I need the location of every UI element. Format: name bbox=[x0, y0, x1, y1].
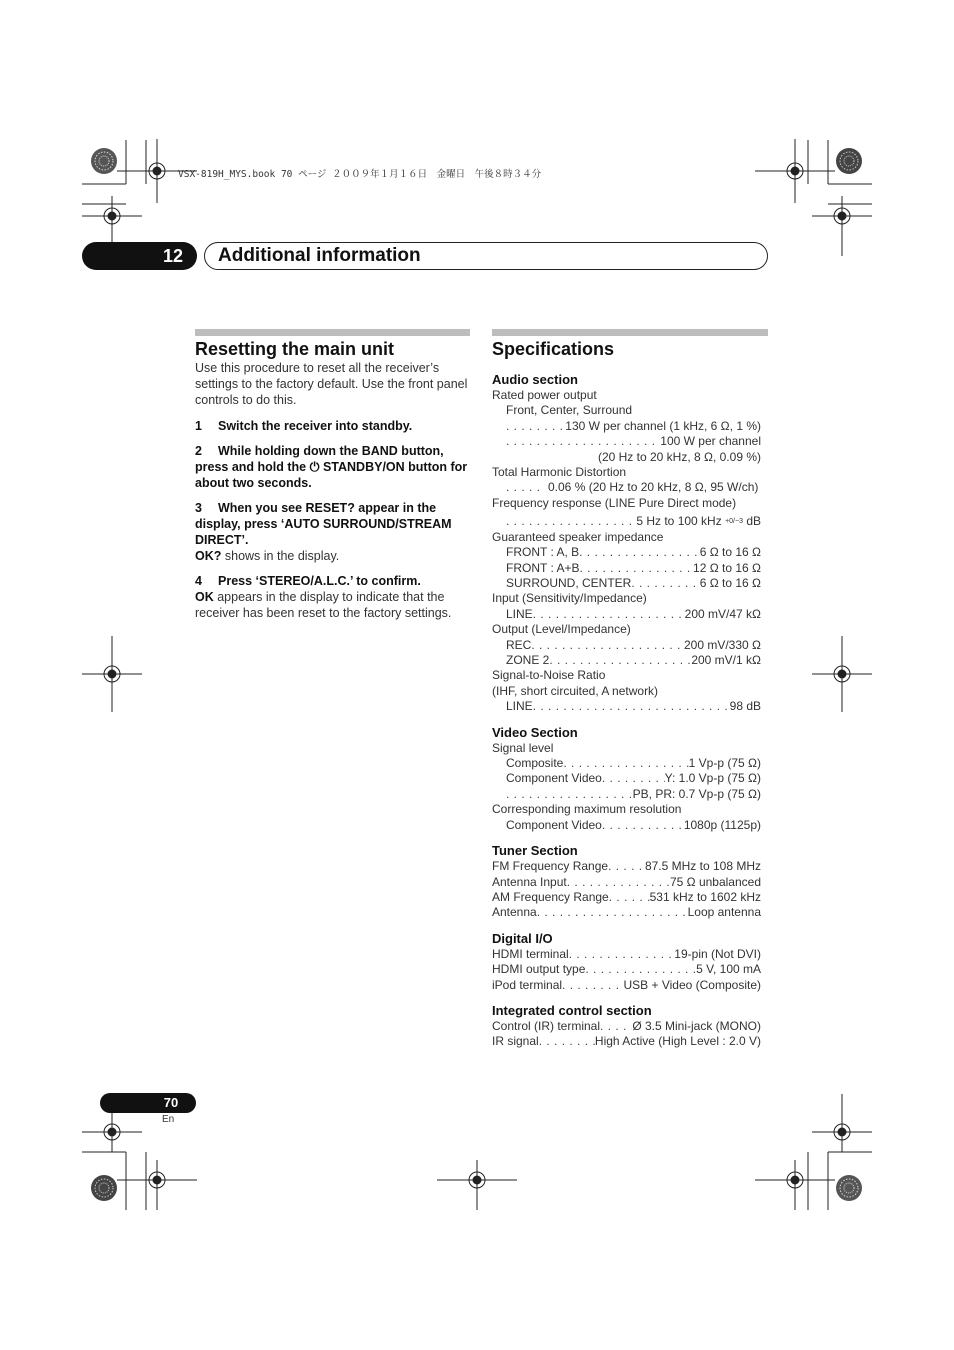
spec-label: Frequency response (LINE Pure Direct mode) bbox=[492, 495, 737, 510]
spec-value: (20 Hz to 20 kHz, 8 Ω, 0.09 %) bbox=[597, 449, 761, 464]
reset-intro: Use this procedure to reset all the receiver’s settings to the factory default. Use the front panel controls to do this. bbox=[195, 361, 468, 407]
digital-heading: Digital I/O bbox=[492, 930, 553, 946]
spec-row: AM Frequency Range . . . 531 kHz to 1602 kHz bbox=[492, 890, 761, 905]
spec-row: FM Frequency Range . . . 87.5 MHz to 108 MHz bbox=[492, 859, 761, 874]
audio-heading: Audio section bbox=[492, 372, 578, 387]
reset-step-4: 4 Press ‘STEREO/A.L.C.’ to confirm. bbox=[195, 574, 421, 588]
page-number: 70 bbox=[163, 1095, 179, 1110]
chapter-number: 12 bbox=[162, 246, 184, 266]
reset-heading: Resetting the main unit bbox=[195, 339, 395, 359]
reset-step-2: 2 While holding down the BAND button, press and hold the ⏻ STANDBY/ON button for about two seconds. bbox=[195, 444, 468, 490]
spec-row: ZONE 2 . . . 200 mV/1 kΩ bbox=[492, 653, 761, 668]
spec-row: LINE . . . 200 mV/47 kΩ bbox=[492, 607, 761, 622]
reset-step-3-note: OK? shows in the display. bbox=[195, 549, 340, 563]
spec-label: Output (Level/Impedance) bbox=[492, 622, 631, 637]
page-language: En bbox=[162, 1114, 175, 1125]
reset-step-4-note: OK appears in the display to indicate that the receiver has been reset to the factory settings. bbox=[195, 590, 452, 620]
spec-row: FRONT : A+B . . . 12 Ω to 16 Ω bbox=[492, 561, 761, 576]
reset-section bbox=[195, 360, 470, 621]
spec-row: LINE . . . 98 dB bbox=[492, 699, 761, 714]
spec-row: IR signal . . . High Active (High Level : 2.0 V) bbox=[492, 1034, 761, 1049]
spec-row: HDMI terminal . . . 19-pin (Not DVI) bbox=[492, 947, 761, 962]
spec-label: Guaranteed speaker impedance bbox=[492, 529, 664, 544]
spec-row: REC . . . 200 mV/330 Ω bbox=[492, 638, 761, 653]
section-rule-left bbox=[195, 329, 470, 336]
reset-step-1: 1 Switch the receiver into standby. bbox=[195, 419, 413, 433]
spec-row: Composite . . . 1 Vp-p (75 Ω) bbox=[492, 756, 761, 771]
spec-label: Rated power output bbox=[492, 388, 597, 402]
spec-row: . . . PB, PR: 0.7 Vp-p (75 Ω) bbox=[492, 787, 761, 802]
spec-row: . . . 100 W per channel bbox=[492, 434, 761, 449]
control-heading: Integrated control section bbox=[492, 1002, 652, 1018]
spec-label: Input (Sensitivity/Impedance) bbox=[492, 591, 647, 606]
spec-label: Corresponding maximum resolution bbox=[492, 802, 682, 817]
section-rule-right bbox=[492, 329, 768, 336]
video-heading: Video Section bbox=[492, 724, 578, 740]
spec-row: Control (IR) terminal . . . Ø 3.5 Mini-jack (MONO) bbox=[492, 1019, 761, 1034]
spec-label: Signal-to-Noise Ratio bbox=[492, 668, 606, 683]
spec-row: Antenna . . . Loop antenna bbox=[492, 905, 761, 920]
spec-row: Component Video . . . 1080p (1125p) bbox=[492, 818, 761, 833]
spec-row: . . . 5 Hz to 100 kHz +0/−3 dB bbox=[492, 514, 761, 530]
spec-row: FRONT : A, B . . . 6 Ω to 16 Ω bbox=[492, 545, 761, 560]
spec-row: HDMI output type . . . 5 V, 100 mA bbox=[492, 962, 761, 977]
tuner-heading: Tuner Section bbox=[492, 843, 578, 859]
spec-row: Antenna Input . . . 75 Ω unbalanced bbox=[492, 875, 761, 890]
print-header-info: VSX-819H_MYS.book 70 ページ ２００９年１月１６日 金曜日 午後８時３４分 bbox=[178, 169, 542, 180]
spec-row: Component Video . . . Y: 1.0 Vp-p (75 Ω) bbox=[492, 771, 761, 786]
chapter-title: Additional information bbox=[218, 245, 421, 266]
spec-label: Signal level bbox=[492, 740, 554, 755]
specifications bbox=[492, 372, 761, 1050]
spec-row: . . . 130 W per channel (1 kHz, 6 Ω, 1 %) bbox=[492, 419, 761, 434]
spec-label: Total Harmonic Distortion bbox=[492, 465, 627, 480]
specs-heading: Specifications bbox=[492, 339, 615, 359]
spec-label: (IHF, short circuited, A network) bbox=[492, 683, 659, 698]
spec-row: iPod terminal . . . USB + Video (Composite) bbox=[492, 978, 761, 993]
reset-step-3: 3 When you see RESET? appear in the display, press ‘AUTO SURROUND/STREAM DIRECT’. bbox=[195, 501, 452, 547]
spec-label: Front, Center, Surround bbox=[506, 403, 633, 418]
spec-row: . . . 0.06 % (20 Hz to 20 kHz, 8 Ω, 95 W/ch) bbox=[492, 480, 761, 495]
spec-row: SURROUND, CENTER . . . 6 Ω to 16 Ω bbox=[492, 576, 761, 591]
